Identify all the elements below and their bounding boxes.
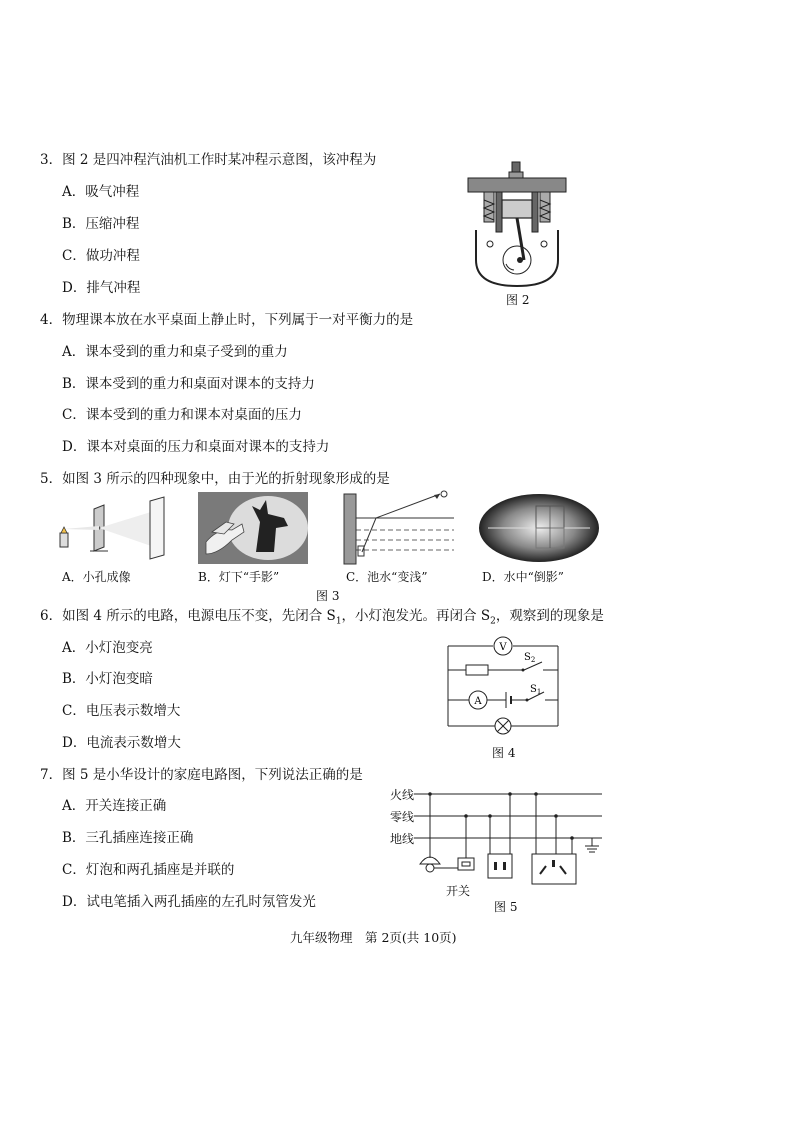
q6-stem-part-2: ，小灯泡发光。再闭合 S (341, 608, 491, 624)
q3-option-a: A．吸气冲程 (62, 184, 140, 200)
engine-diagram (462, 160, 572, 290)
water-reflection-image (478, 492, 600, 564)
q6-option-d: D．电流表示数增大 (62, 735, 181, 751)
figure-5-caption: 图 5 (494, 900, 518, 914)
pool-water-image (336, 490, 456, 566)
q6-stem-part-3: ，观察到的现象是 (495, 608, 604, 624)
switch-label: 开关 (446, 884, 471, 898)
s1-label: S (530, 684, 537, 695)
household-circuit-diagram (414, 784, 604, 896)
wire-label-earth: 地线 (390, 832, 415, 846)
q4-option-b: B．课本受到的重力和桌面对课本的支持力 (62, 376, 315, 392)
q3-option-c: C．做功冲程 (62, 248, 140, 264)
voltmeter-label: V (499, 642, 507, 653)
q6-stem-sub-2: 2 (490, 616, 496, 627)
q7-option-c: C．灯泡和两孔插座是并联的 (62, 862, 235, 878)
q4-stem: 4．物理课本放在水平桌面上静止时，下列属于一对平衡力的是 (40, 312, 414, 328)
svg-text:S1 (530, 684, 541, 696)
wire-label-neutral: 零线 (390, 810, 415, 824)
q3-option-d: D．排气冲程 (62, 280, 141, 296)
q7-option-a: A．开关连接正确 (62, 798, 167, 814)
q6-stem (40, 607, 604, 631)
figure-4-caption: 图 4 (492, 746, 516, 760)
q5-stem: 5．如图 3 所示的四种现象中，由于光的折射现象形成的是 (40, 471, 390, 487)
circuit-diagram (440, 630, 570, 740)
q5-option-a: A．小孔成像 (62, 570, 131, 584)
s1-subscript: 1 (536, 688, 542, 696)
q4-option-c: C．课本受到的重力和课本对桌面的压力 (62, 407, 302, 423)
q7-option-b: B．三孔插座连接正确 (62, 830, 194, 846)
q4-option-a: A．课本受到的重力和桌子受到的重力 (62, 344, 288, 360)
q5-option-b: B．灯下“手影” (198, 570, 280, 584)
q5-option-c: C．池水“变浅” (346, 570, 428, 584)
ammeter-label: A (474, 696, 482, 707)
s2-label: S (524, 652, 531, 663)
q6-option-a: A．小灯泡变亮 (62, 640, 153, 656)
page-footer: 九年级物理 第 2页(共 10页) (290, 930, 457, 945)
wire-label-live: 火线 (390, 788, 415, 802)
q3-option-b: B．压缩冲程 (62, 216, 140, 232)
figure-3-caption: 图 3 (316, 589, 340, 603)
s2-subscript: 2 (530, 656, 536, 664)
q7-option-d: D．试电笔插入两孔插座的左孔时氖管发光 (62, 894, 316, 910)
q7-stem: 7．图 5 是小华设计的家庭电路图，下列说法正确的是 (40, 767, 363, 783)
q6-option-c: C．电压表示数增大 (62, 703, 181, 719)
q5-option-d: D．水中“倒影” (482, 570, 564, 584)
q4-option-d: D．课本对桌面的压力和桌面对课本的支持力 (62, 439, 330, 455)
pinhole-imaging-image (50, 495, 170, 563)
q3-stem: 3．图 2 是四冲程汽油机工作时某冲程示意图，该冲程为 (40, 152, 377, 168)
q6-stem-sub-1: 1 (335, 616, 342, 627)
hand-shadow-image (198, 492, 308, 564)
q6-option-b: B．小灯泡变暗 (62, 671, 153, 687)
svg-text:S2 (524, 652, 535, 664)
figure-2-caption: 图 2 (506, 293, 530, 307)
q6-stem-part-1: 6．如图 4 所示的电路，电源电压不变，先闭合 S (40, 608, 336, 624)
